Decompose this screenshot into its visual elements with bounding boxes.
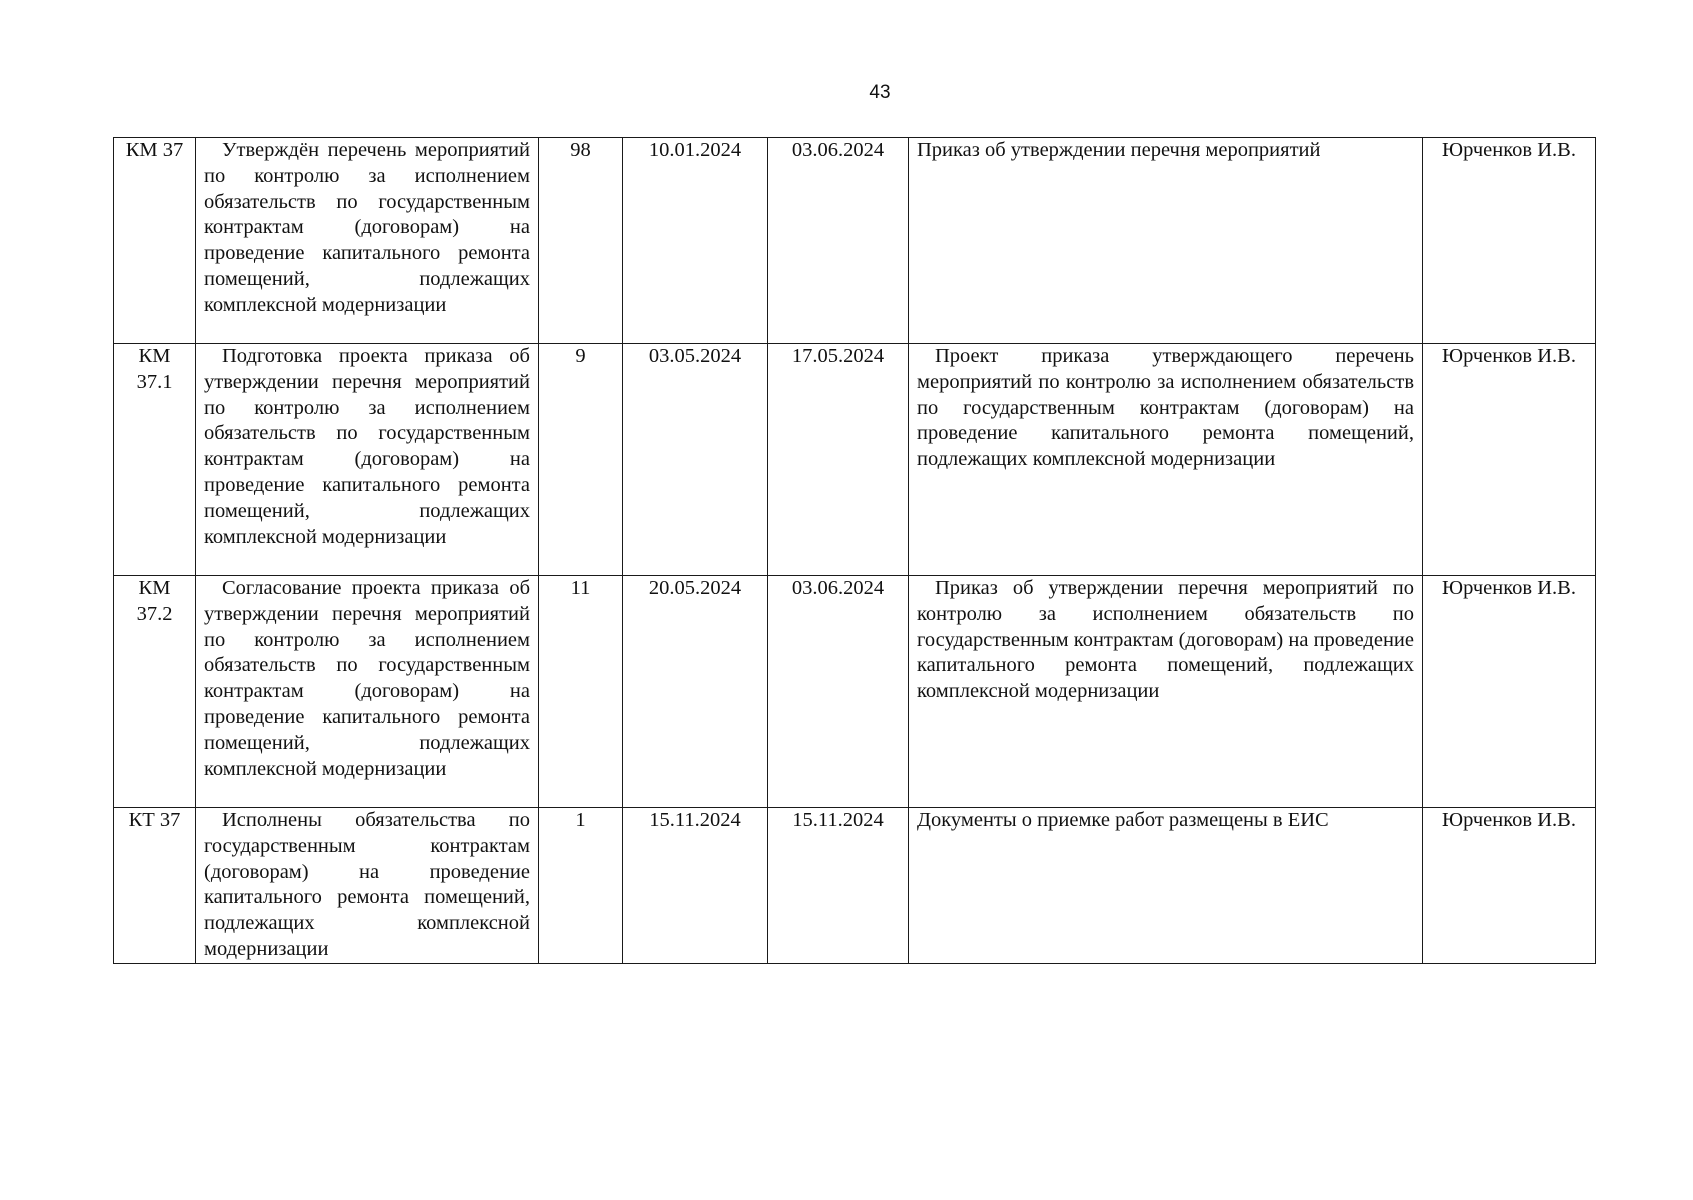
milestone-code: КМ 37 [114,138,196,344]
milestone-start-date: 15.11.2024 [623,808,768,964]
milestone-responsible: Юрченков И.В. [1423,344,1596,576]
milestone-start-date: 20.05.2024 [623,576,768,808]
milestone-result: Документы о приемке работ размещены в ЕИС [909,808,1423,964]
table-row [114,344,1596,576]
milestone-name [196,576,539,808]
milestone-result [909,576,1423,808]
milestone-result-text: Приказ об утверждении перечня мероприятий по контролю за исполнением обязательств по государственным контрактам (договорам) на проведение капитального ремонта помещений, подлежащих комплексной модернизации [917,577,1414,703]
milestone-end-date: 03.06.2024 [768,138,909,344]
milestone-name [196,138,539,344]
milestone-result-text: Проект приказа утверждающего перечень мероприятий по контролю за исполнением обязательств по государственным контрактам (договорам) на проведение капитального ремонта помещений, подлежащих комплексной модернизации [917,345,1414,471]
milestone-code: КМ 37.1 [114,344,196,576]
milestone-table [113,137,1596,964]
milestone-name-text: Утверждён перечень мероприятий по контролю за исполнением обязательств по государственным контрактам (договорам) на проведение капитального ремонта помещений, подлежащих комплексной модернизации [204,139,530,316]
milestone-code: КТ 37 [114,808,196,964]
milestone-duration: 98 [539,138,623,344]
milestone-name-text: Согласование проекта приказа об утверждении перечня мероприятий по контролю за исполнением обязательств по государственным контрактам (договорам) на проведение капитального ремонта помещений, подлежащих комплексной модернизации [204,577,530,780]
milestone-code: КМ 37.2 [114,576,196,808]
milestone-start-date: 03.05.2024 [623,344,768,576]
milestone-name-text: Подготовка проекта приказа об утверждении перечня мероприятий по контролю за исполнением обязательств по государственным контрактам (договорам) на проведение капитального ремонта помещений, подлежащих комплексной модернизации [204,345,530,548]
milestone-responsible: Юрченков И.В. [1423,808,1596,964]
milestone-name [196,808,539,964]
milestone-end-date: 03.06.2024 [768,576,909,808]
milestone-end-date: 15.11.2024 [768,808,909,964]
milestone-name-text: Исполнены обязательства по государственным контрактам (договорам) на проведение капитального ремонта помещений, подлежащих комплексной модернизации [204,809,530,960]
milestone-responsible: Юрченков И.В. [1423,576,1596,808]
milestone-end-date: 17.05.2024 [768,344,909,576]
table-row [114,808,1596,964]
table-row [114,576,1596,808]
milestone-duration: 11 [539,576,623,808]
milestone-name [196,344,539,576]
milestone-result: Приказ об утверждении перечня мероприятий [909,138,1423,344]
milestone-start-date: 10.01.2024 [623,138,768,344]
page-number: 43 [869,82,891,103]
milestone-duration: 9 [539,344,623,576]
milestone-duration: 1 [539,808,623,964]
milestone-responsible: Юрченков И.В. [1423,138,1596,344]
milestone-result [909,344,1423,576]
table-row [114,138,1596,344]
